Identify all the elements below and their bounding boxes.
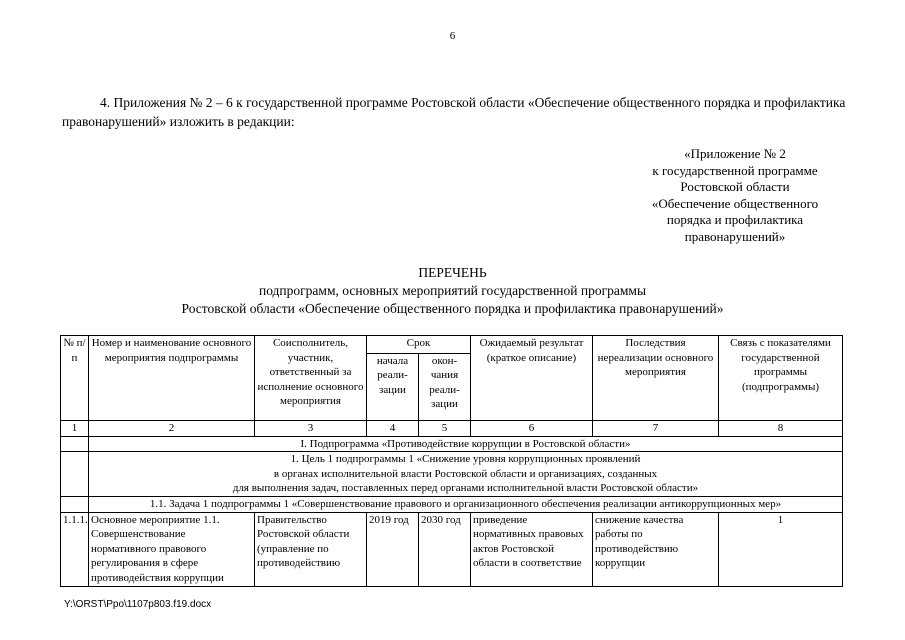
column-number: 7 bbox=[593, 421, 719, 437]
row-executor: Правительство Ростовской области (управление по противодействию bbox=[255, 512, 367, 586]
header-term-start: начала реали-зации bbox=[367, 353, 419, 420]
page-number: 6 bbox=[449, 30, 456, 42]
goal-text bbox=[89, 452, 843, 497]
appendix-caption bbox=[620, 146, 850, 245]
task-text: 1.1. Задача 1 подпрограммы 1 «Совершенствование правового и организационного обеспечения реализации антикоррупционных мер» bbox=[89, 496, 843, 512]
file-path-footer: Y:\ORST\Ppo\1107p803.f19.docx bbox=[64, 599, 212, 610]
column-number: 6 bbox=[471, 421, 593, 437]
goal-row bbox=[61, 452, 843, 497]
intro-paragraph: 4. Приложения № 2 – 6 к государственной программе Ростовской области «Обеспечение общественного порядка и профилактика правонарушений» изложить в редакции: bbox=[62, 95, 846, 129]
heading-line: Ростовской области «Обеспечение общественного порядка и профилактика правонарушений» bbox=[181, 301, 724, 316]
appendix-line: Ростовской области bbox=[680, 179, 790, 194]
table-row bbox=[61, 512, 843, 586]
header-link: Связь с показателями государственной программы (подпрограммы) bbox=[719, 336, 843, 421]
subprogram-row bbox=[61, 436, 843, 452]
task-row bbox=[61, 496, 843, 512]
goal-line: для выполнения задач, поставленных перед органами исполнительной власти Ростовской области» bbox=[232, 482, 699, 495]
column-number: 2 bbox=[89, 421, 255, 437]
row-name: Основное мероприятие 1.1. Совершенствование нормативного правового регулирования в сфере противодействия коррупции bbox=[89, 512, 255, 586]
row-link: 1 bbox=[719, 512, 843, 586]
column-number: 1 bbox=[61, 421, 89, 437]
column-number: 4 bbox=[367, 421, 419, 437]
header-num: № п/п bbox=[61, 336, 89, 421]
header-term: Срок bbox=[367, 336, 471, 354]
row-end: 2030 год bbox=[419, 512, 471, 586]
row-num: 1.1.1. bbox=[61, 512, 89, 586]
goal-line: в органах исполнительной власти Ростовской области и организациях, созданных bbox=[273, 467, 658, 480]
header-term-end: окон-чания реали-зации bbox=[419, 353, 471, 420]
header-result: Ожидаемый результат (краткое описание) bbox=[471, 336, 593, 421]
appendix-line: к государственной программе bbox=[652, 162, 818, 178]
row-consequences: снижение качества работы по противодействию коррупции bbox=[593, 512, 719, 586]
measures-table bbox=[60, 335, 843, 587]
column-number: 5 bbox=[419, 421, 471, 437]
row-start: 2019 год bbox=[367, 512, 419, 586]
column-number: 3 bbox=[255, 421, 367, 437]
document-heading bbox=[0, 264, 905, 318]
column-numbers-row bbox=[61, 421, 843, 437]
header-executor: Соисполнитель, участник, ответственный за исполнение основного мероприятия bbox=[255, 336, 367, 421]
appendix-line: порядка и профилактика bbox=[666, 212, 804, 227]
header-name: Номер и наименование основного мероприятия подпрограммы bbox=[89, 336, 255, 421]
appendix-line: «Обеспечение общественного bbox=[651, 195, 819, 211]
row-result: приведение нормативных правовых актов Ростовской области в соответствие bbox=[471, 512, 593, 586]
column-number: 8 bbox=[719, 421, 843, 437]
appendix-line: «Приложение № 2 bbox=[684, 146, 786, 161]
goal-line: 1. Цель 1 подпрограммы 1 «Снижение уровня коррупционных проявлений bbox=[290, 453, 641, 466]
header-row bbox=[61, 336, 843, 354]
appendix-line: правонарушений» bbox=[684, 228, 786, 244]
heading-title: ПЕРЕЧЕНЬ bbox=[418, 265, 487, 280]
subprogram-title: I. Подпрограмма «Противодействие коррупции в Ростовской области» bbox=[89, 436, 843, 452]
header-consequences: Последствия нереализации основного мероприятия bbox=[593, 336, 719, 421]
heading-line: подпрограмм, основных мероприятий государственной программы bbox=[258, 283, 647, 298]
